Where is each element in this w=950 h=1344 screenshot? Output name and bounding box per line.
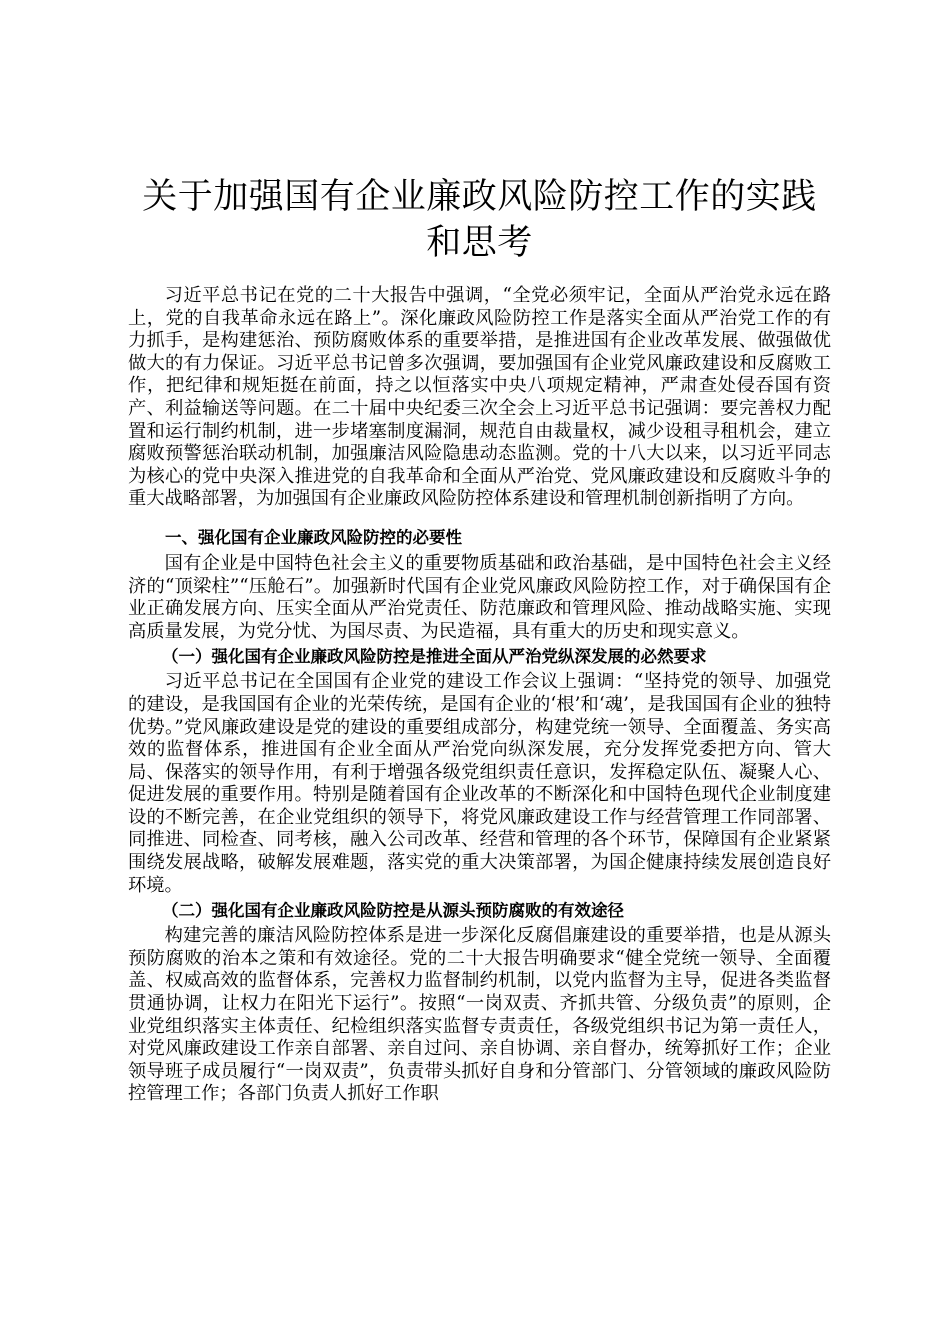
document-body [128, 285, 831, 1106]
subsection2-paragraph: 构建完善的廉洁风险防控体系是进一步深化反腐倡廉建设的重要举措，也是从源头预防腐败的治本之策和有效途径。党的二十大报告明确要求“健全党统一领导、全面覆盖、权威高效的监督体系，完善权力监督制约机制，以党内监督为主导，促进各类监督贯通协调，让权力在阳光下运行”。按照“一岗双责、齐抓共管、分级负责”的原则，企业党组织落实主体责任、纪检组织落实监督专责责任，各级党组织书记为第一责任人，对党风廉政建设工作亲自部署、亲自过问、亲自协调、亲自督办，统筹抓好工作；企业领导班子成员履行“一岗双责”，负责带头抓好自身和分管部门、分管领域的廉政风险防控管理工作；各部门负责人抓好工作职 [128, 925, 831, 1105]
intro-paragraph: 习近平总书记在党的二十大报告中强调，“全党必须牢记，全面从严治党永远在路上，党的自我革命永远在路上”。深化廉政风险防控工作是落实全面从严治党工作的有力抓手，是构建惩治、预防腐败体系的重要举措，是推进国有企业改革发展、做强做优做大的有力保证。习近平总书记曾多次强调，要加强国有企业党风廉政建设和反腐败工作，把纪律和规矩挺在前面，持之以恒落实中央八项规定精神，严肃查处侵吞国有资产、利益输送等问题。在二十届中央纪委三次全会上习近平总书记强调：要完善权力配置和运行制约机制，进一步堵塞制度漏洞，规范自由裁量权，减少设租寻租机会，建立腐败预警惩治联动机制，加强廉洁风险隐患动态监测。党的十八大以来，以习近平同志为核心的党中央深入推进党的自我革命和全面从严治党、党风廉政建设和反腐败斗争的重大战略部署，为加强国有企业廉政风险防控体系建设和管理机制创新指明了方向。 [128, 285, 831, 510]
subsection-heading-2: （二）强化国有企业廉政风险防控是从源头预防腐败的有效途径 [162, 901, 624, 921]
subsection-heading-1: （一）强化国有企业廉政风险防控是推进全面从严治党纵深发展的必然要求 [162, 647, 707, 667]
document-title: 关于加强国有企业廉政风险防控工作的实践和思考 [142, 177, 817, 263]
subsection1-paragraph: 习近平总书记在全国国有企业党的建设工作会议上强调：“坚持党的领导、加强党的建设，是我国国有企业的光荣传统，是国有企业的‘根’和‘魂’，是我国国有企业的独特优势。”党风廉政建设是党的建设的重要组成部分，构建党统一领导、全面覆盖、务实高效的监督体系，推进国有企业全面从严治党向纵深发展，充分发挥党委把方向、管大局、保落实的领导作用，有利于增强各级党组织责任意识，发挥稳定队伍、凝聚人心、促进发展的重要作用。特别是随着国有企业改革的不断深化和中国特色现代企业制度建设的不断完善，在企业党组织的领导下，将党风廉政建设工作与经营管理工作同部署、同推进、同检查、同考核，融入公司改革、经营和管理的各个环节，保障国有企业紧紧围绕发展战略，破解发展难题，落实党的重大决策部署，为国企健康持续发展创造良好环境。 [128, 671, 831, 896]
section1-paragraph: 国有企业是中国特色社会主义的重要物质基础和政治基础，是中国特色社会主义经济的“顶梁柱”“压舱石”。加强新时代国有企业党风廉政风险防控工作，对于确保国有企业正确发展方向、压实全面从严治党责任、防范廉政和管理风险、推动战略实施、实现高质量发展，为党分忧、为国尽责、为民造福，具有重大的历史和现实意义。 [128, 552, 831, 642]
section-heading-1: 一、强化国有企业廉政风险防控的必要性 [165, 527, 462, 547]
